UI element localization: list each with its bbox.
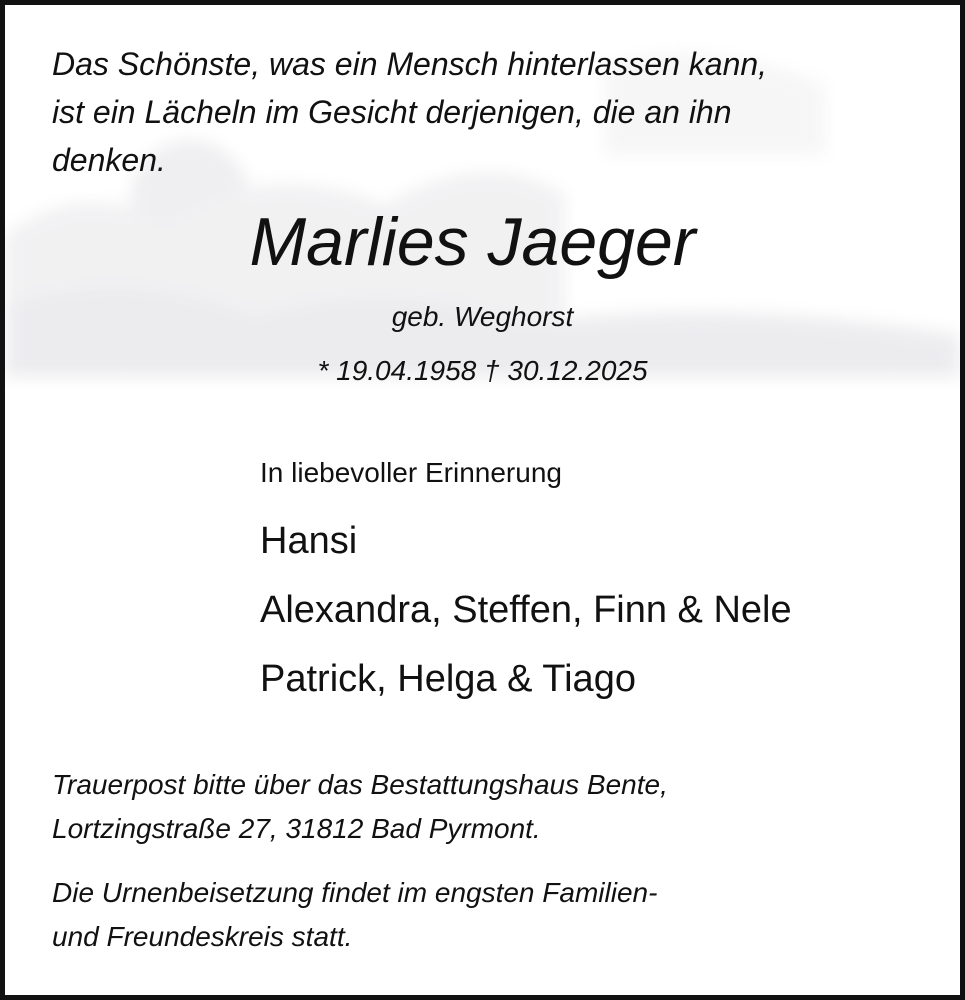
- mail-note: Trauerpost bitte über das Bestattungshaus Bente,: [52, 769, 668, 800]
- mourners-intro: In liebevoller Erinnerung: [260, 457, 562, 488]
- quote-line: Das Schönste, was ein Mensch hinterlassen kann,: [52, 46, 768, 82]
- deceased-name: Marlies Jaeger: [249, 204, 696, 280]
- mourner-name: Patrick, Helga & Tiago: [260, 658, 636, 700]
- quote-line: denken.: [52, 142, 166, 178]
- life-dates: * 19.04.1958 † 30.12.2025: [317, 355, 648, 386]
- mourner-name: Hansi: [260, 520, 358, 562]
- burial-note: Die Urnenbeisetzung findet im engsten Familien-: [52, 877, 658, 908]
- mail-note: Lortzingstraße 27, 31812 Bad Pyrmont.: [52, 813, 541, 844]
- burial-note: und Freundeskreis statt.: [52, 921, 353, 952]
- birth-name: geb. Weghorst: [391, 301, 574, 332]
- mourner-name: Alexandra, Steffen, Finn & Nele: [260, 589, 792, 631]
- quote-line: ist ein Lächeln im Gesicht derjenigen, die an ihn: [52, 94, 732, 130]
